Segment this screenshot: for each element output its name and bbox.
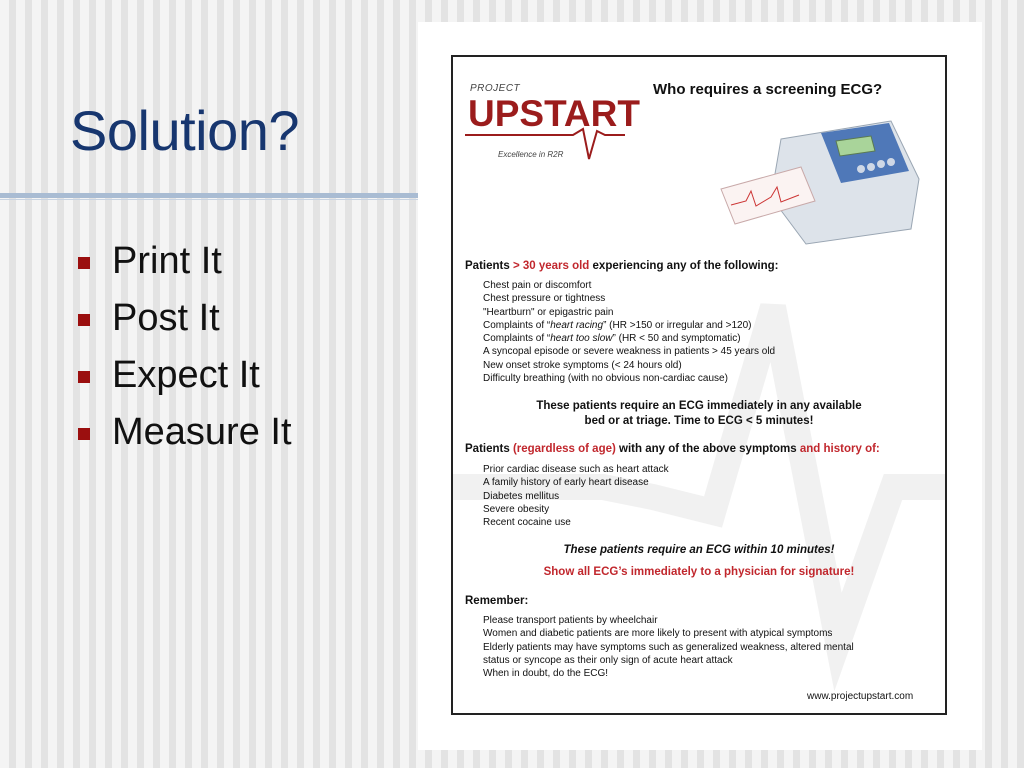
section1-pre: Patients [465,260,513,272]
remember-heading: Remember: [465,595,529,607]
list-item-emphasis: heart too slow [550,333,613,345]
list-item: Please transport patients by wheelchair [483,615,658,626]
symptom-list [483,279,775,385]
list-item: Severe obesity [483,503,550,515]
list-item: Recent cocaine use [483,517,571,529]
list-item [483,319,775,332]
section1-highlight: > 30 years old [512,260,590,272]
list-item: Diabetes mellitus [483,490,560,502]
bullet-text: Post It [112,297,220,339]
list-item: Women and diabetic patients are more likely to present with atypical symptoms [483,628,833,640]
logo-tagline: Excellence in R2R [498,150,564,159]
list-item: When in doubt, do the ECG! [483,668,609,680]
section2-pre: Patients [465,443,513,455]
section-patients-over-30 [465,260,778,272]
ecg-machine-icon [711,109,931,249]
bullet-text: Expect It [112,354,260,396]
heartbeat-line-icon [465,127,625,167]
square-bullet-icon [78,428,90,440]
bullet-item [78,293,292,350]
section-patients-any-age [465,443,880,455]
logo-project-text: PROJECT [470,83,521,94]
square-bullet-icon [78,257,90,269]
list-item: Elderly patients may have symptoms such as generalized weakness, altered mental [483,641,854,653]
section2-mid: with any of the above symptoms [615,443,800,455]
remember-list [483,614,854,680]
list-item: "Heartburn" or epigastric pain [483,306,614,318]
bullet-item [78,236,292,293]
title-divider-shadow [0,199,418,200]
list-item: Chest pressure or tightness [483,293,606,305]
list-item: status or syncope as their only sign of acute heart attack [483,654,733,666]
list-item-text: Complaints of “ [483,333,551,345]
ecg-poster [451,55,947,715]
list-item: A family history of early heart disease [483,477,649,489]
list-item: New onset stroke symptoms (< 24 hours old) [483,359,682,371]
title-divider [0,193,418,198]
slide-title: Solution? [70,99,300,162]
website-url: www.projectupstart.com [807,691,914,702]
bullet-text: Print It [112,240,222,282]
list-item: Prior cardiac disease such as heart attack [483,464,669,475]
square-bullet-icon [78,371,90,383]
poster-headline: Who requires a screening ECG? [653,81,883,98]
ten-minute-note: These patients require an ECG within 10 minutes! [563,544,835,556]
list-item-text: ” (HR < 50 and symptomatic) [612,333,741,345]
list-item-emphasis: heart racing [550,319,604,331]
urgent-ecg-note [453,399,945,429]
urgent-note-line1: These patients require an ECG immediately in any available [536,400,862,412]
section2-highlight1: (regardless of age) [512,443,616,455]
bullet-item [78,407,292,464]
list-item [483,332,775,345]
list-item-text: Complaints of “ [483,319,551,331]
history-list [483,463,669,529]
section1-post: experiencing any of the following: [589,260,779,272]
bullet-text: Measure It [112,411,292,453]
list-item-text: ” (HR >150 or irregular and >120) [603,319,752,331]
square-bullet-icon [78,314,90,326]
bullet-list [78,236,292,464]
section2-highlight2: and history of: [799,443,880,455]
upstart-logo: UPSTART [468,93,640,134]
list-item: A syncopal episode or severe weakness in patients > 45 years old [483,346,776,358]
list-item: Chest pain or discomfort [483,280,592,291]
urgent-note-line2: bed or at triage. Time to ECG < 5 minutes! [584,415,814,427]
bullet-item [78,350,292,407]
physician-signature-note: Show all ECG’s immediately to a physician for signature! [543,566,855,578]
list-item: Difficulty breathing (with no obvious non-cardiac cause) [483,373,728,385]
